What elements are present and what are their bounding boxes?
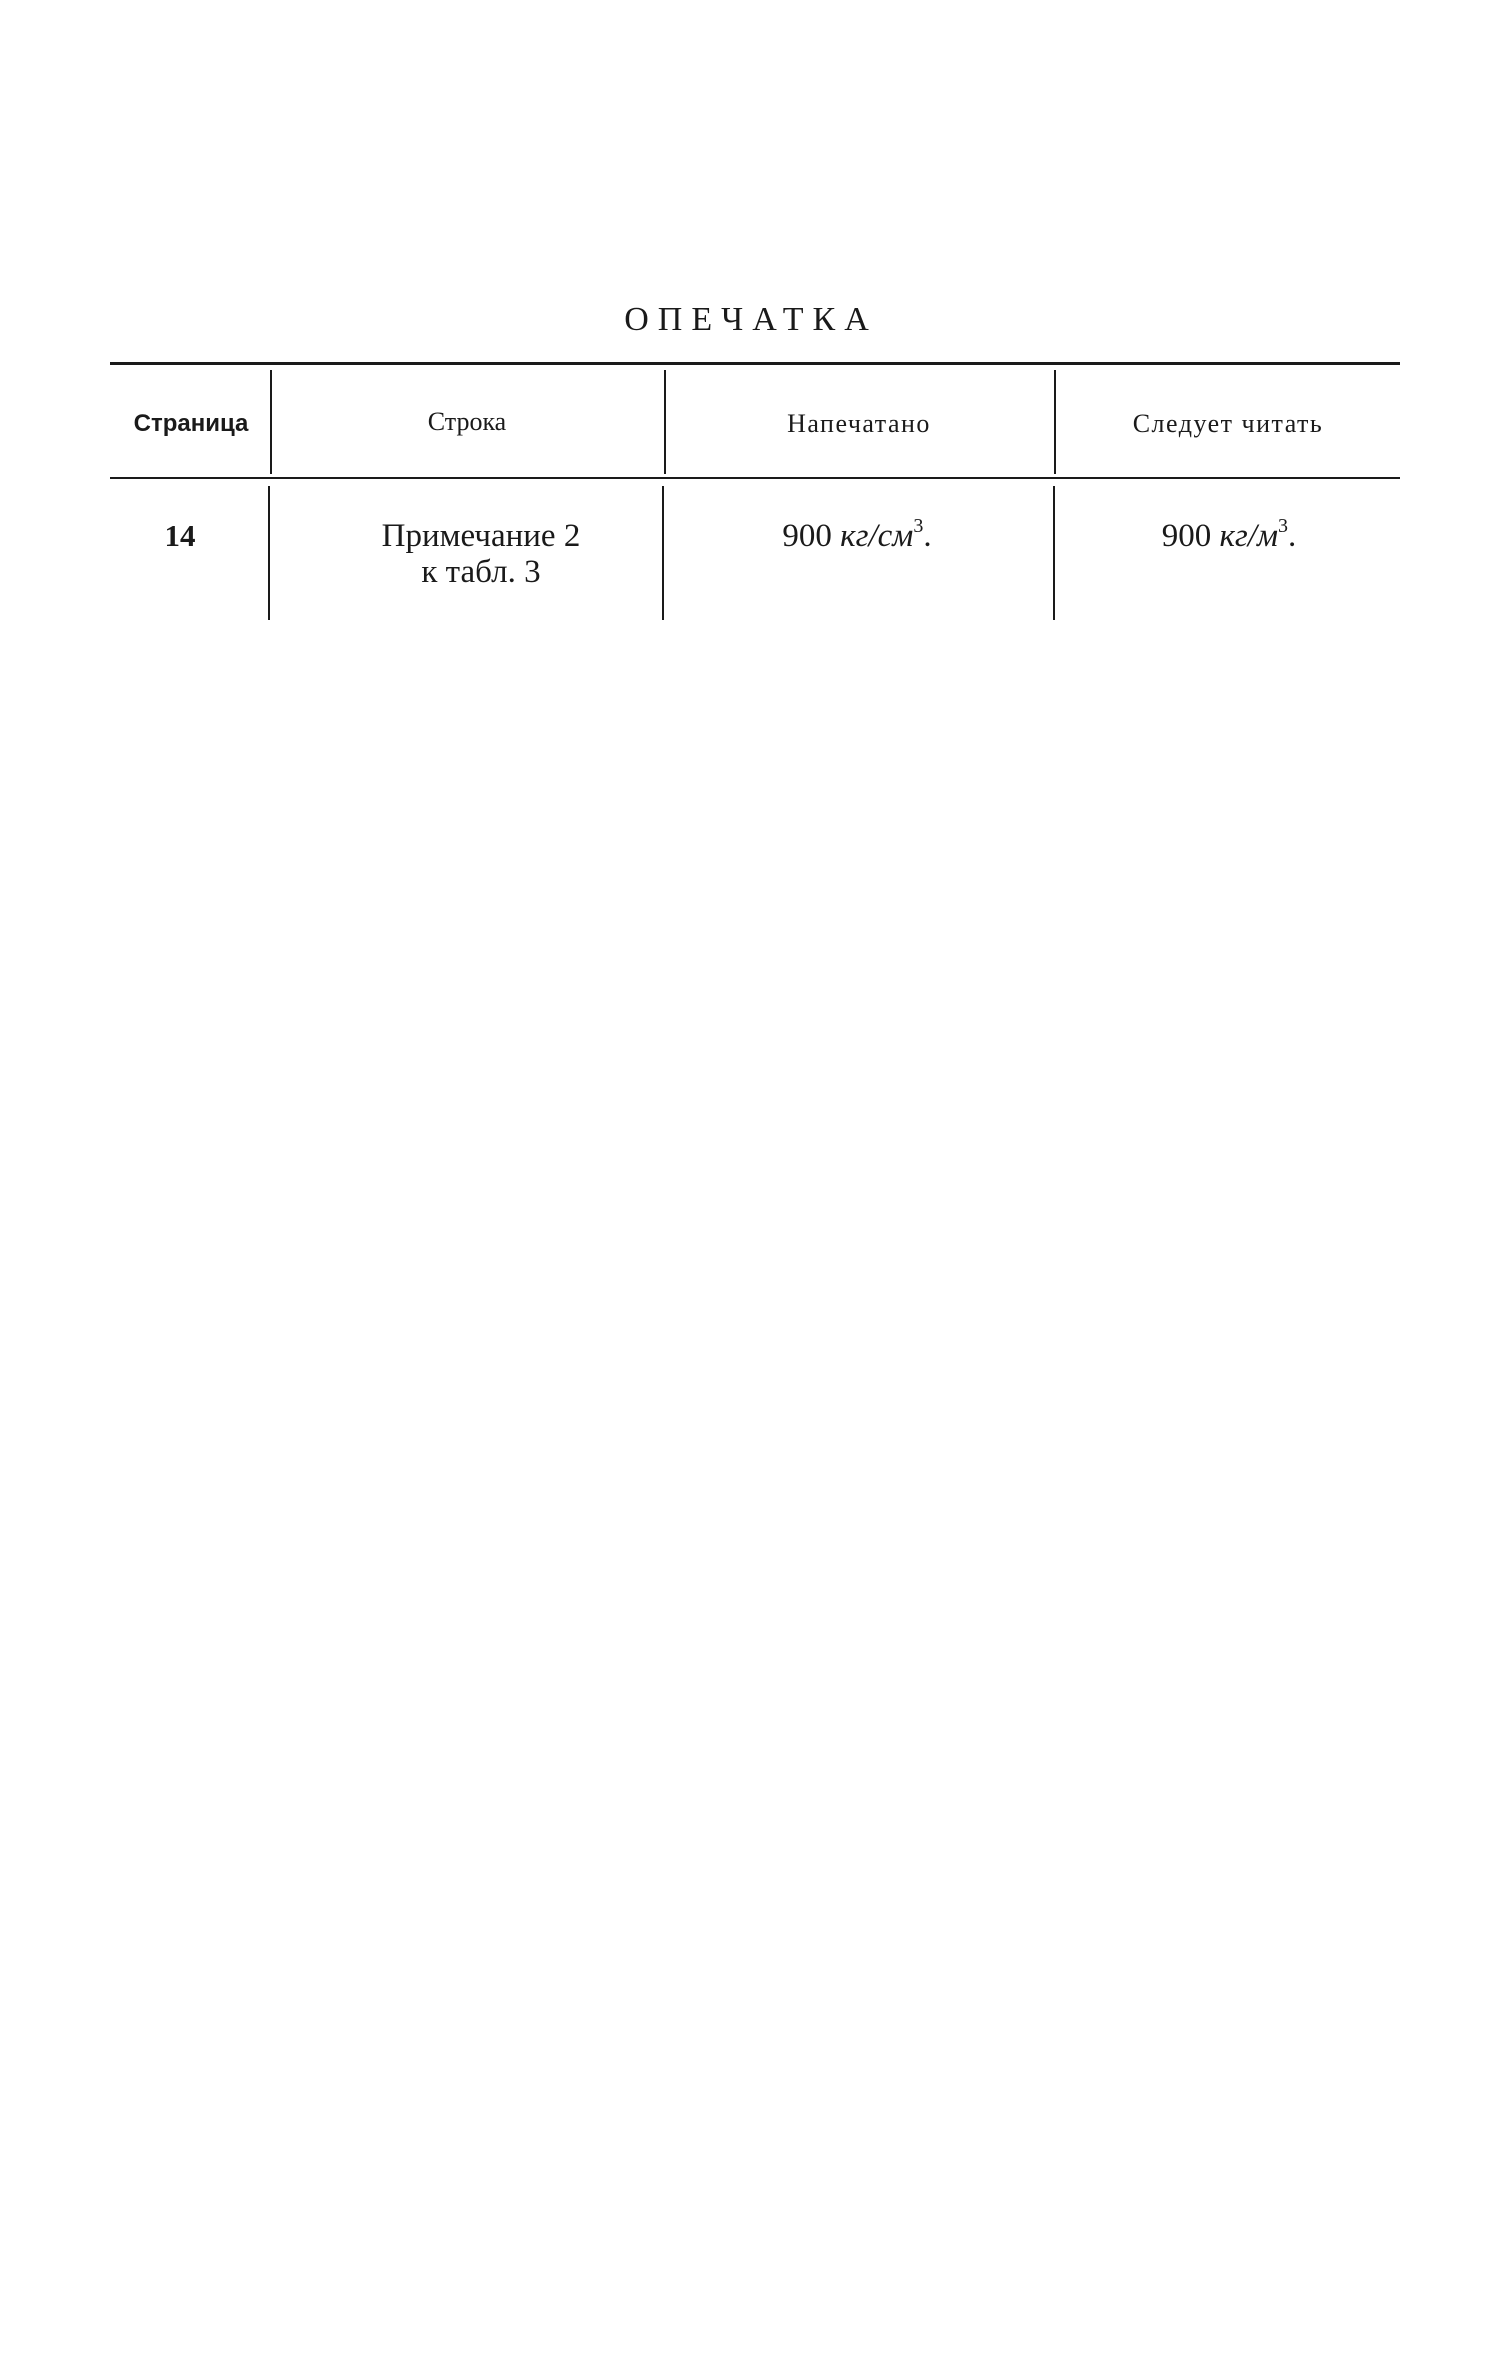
- cell-line-2: к табл. 3: [421, 554, 541, 590]
- correct-end: .: [1288, 518, 1297, 554]
- errata-title: ОПЕЧАТКА: [624, 301, 878, 338]
- cell-printed: [664, 515, 1050, 554]
- header-printed: Напечатано: [787, 409, 931, 438]
- cell-page: 14: [164, 518, 196, 553]
- table-row: [112, 515, 1402, 608]
- printed-unit: кг/см: [840, 518, 914, 554]
- printed-power: 3: [913, 515, 924, 537]
- header-correct: Следует читать: [1132, 409, 1324, 438]
- header-bottom-rule: [110, 477, 1400, 479]
- printed-number: 900: [782, 518, 832, 554]
- cell-line: [336, 518, 626, 590]
- header-line: Строка: [427, 407, 507, 436]
- cell-line-1: Примечание 2: [381, 518, 581, 554]
- header-page: Страница: [133, 410, 249, 437]
- cell-correct: [1056, 515, 1402, 554]
- correct-unit: кг/м: [1219, 518, 1279, 554]
- printed-end: .: [923, 518, 932, 554]
- table-top-rule: [110, 362, 1400, 365]
- correct-power: 3: [1278, 515, 1289, 537]
- correct-number: 900: [1161, 518, 1212, 554]
